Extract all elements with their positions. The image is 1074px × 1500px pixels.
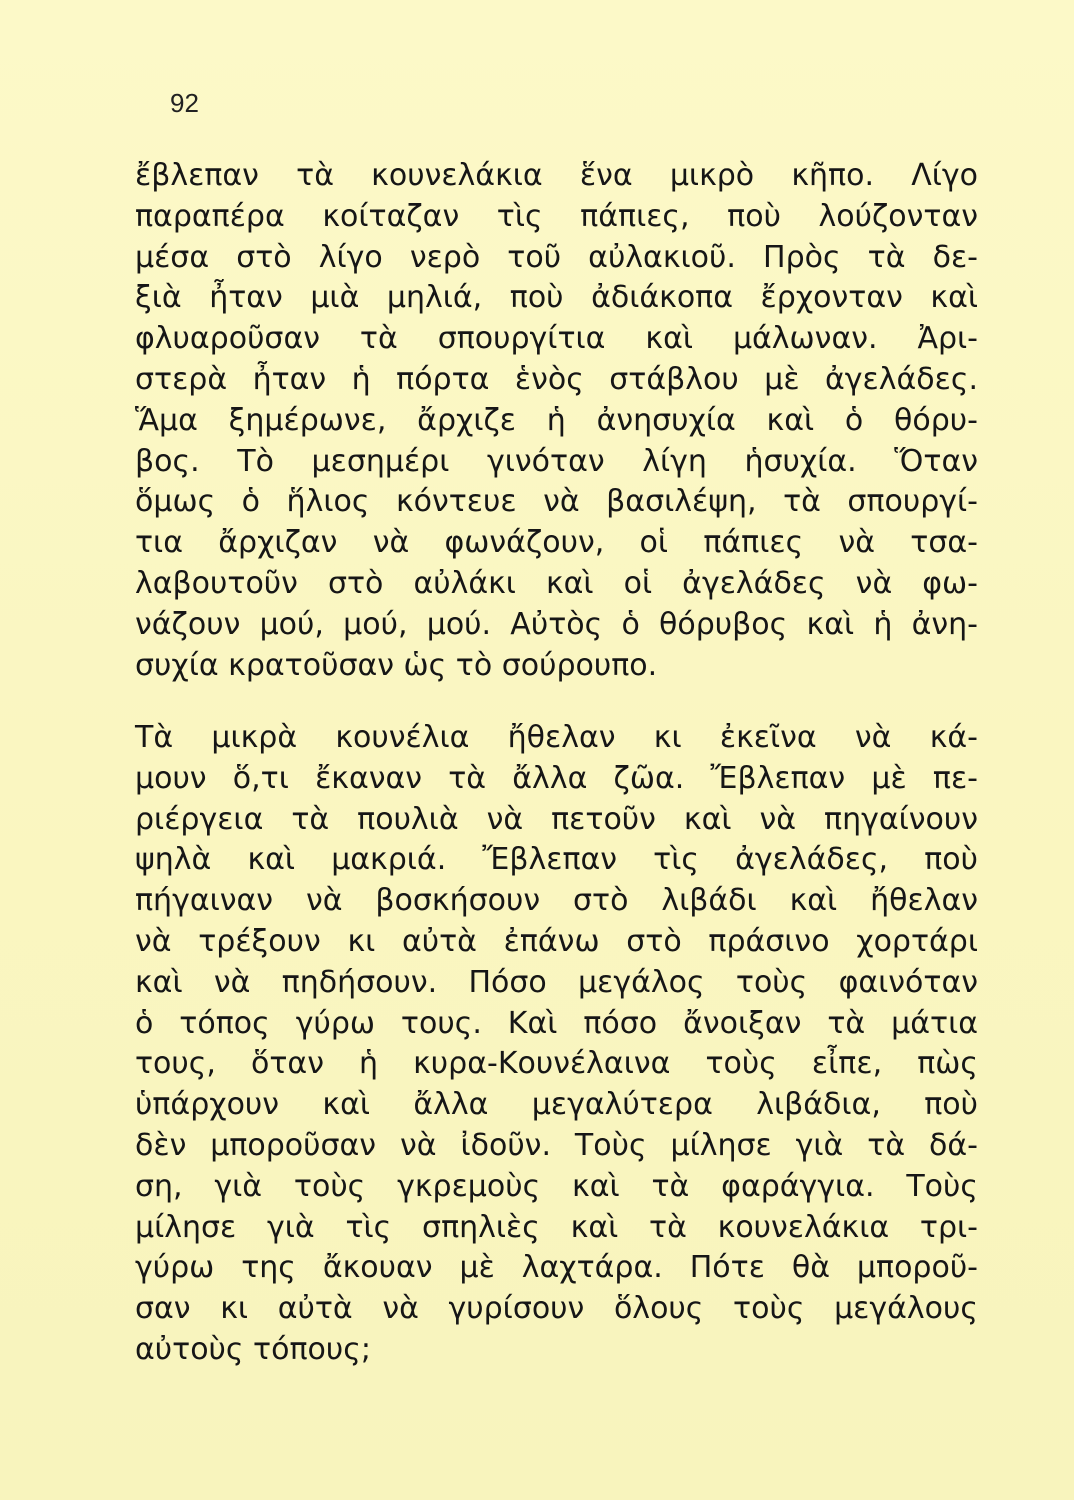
text-line: νάζουν μού, μού, μού. Αὐτὸς ὁ θόρυβος καὶ ἡ ἀνη- <box>135 606 978 642</box>
text-line: τους, ὅταν ἡ κυρα-Κουνέλαινα τοὺς εἶπε, πὼς <box>135 1046 978 1082</box>
text-line: καὶ νὰ πηδήσουν. Πόσο μεγάλος τοὺς φαινόταν <box>135 964 978 1000</box>
text-line: ὅμως ὁ ἥλιος κόντευε νὰ βασιλέψη, τὰ σπουργί- <box>135 484 978 520</box>
text-line: αὐτοὺς τόπους; <box>135 1331 371 1367</box>
text-line: στερὰ ἦταν ἡ πόρτα ἑνὸς στάβλου μὲ ἀγελάδες. <box>135 361 978 397</box>
paragraph-2 <box>135 718 978 1371</box>
text-line: νὰ τρέξουν κι αὐτὰ ἐπάνω στὸ πράσινο χορτάρι <box>135 923 978 959</box>
text-line: δὲν μποροῦσαν νὰ ἰδοῦν. Τοὺς μίλησε γιὰ τὰ δά- <box>135 1127 978 1163</box>
paragraph-1 <box>135 156 978 686</box>
text-line: πήγαιναν νὰ βοσκήσουν στὸ λιβάδι καὶ ἤθελαν <box>135 883 978 919</box>
page-number: 92 <box>170 88 199 118</box>
text-line: ριέργεια τὰ πουλιὰ νὰ πετοῦν καὶ νὰ πηγαίνουν <box>135 801 978 837</box>
text-line: ξιὰ ἦταν μιὰ μηλιά, ποὺ ἀδιάκοπα ἔρχονταν καὶ <box>135 280 978 316</box>
text-line: ὑπάρχουν καὶ ἄλλα μεγαλύτερα λιβάδια, ποὺ <box>135 1087 978 1123</box>
text-line: τια ἄρχιζαν νὰ φωνάζουν, οἱ πάπιες νὰ τσα- <box>135 525 978 561</box>
text-line: μέσα στὸ λίγο νερὸ τοῦ αὐλακιοῦ. Πρὸς τὰ δε- <box>135 239 978 275</box>
text-line: ἔβλεπαν τὰ κουνελάκια ἕνα μικρὸ κῆπο. Λίγο <box>135 158 978 193</box>
text-line: Τὰ μικρὰ κουνέλια ἤθελαν κι ἐκεῖνα νὰ κά- <box>135 720 978 755</box>
text-line: Ἅμα ξημέρωνε, ἄρχιζε ἡ ἀνησυχία καὶ ὁ θόρυ- <box>135 402 978 438</box>
text-line: ψηλὰ καὶ μακριά. Ἔβλεπαν τὶς ἀγελάδες, ποὺ <box>135 842 978 878</box>
text-line: συχία κρατοῦσαν ὡς τὸ σούρουπο. <box>135 647 658 683</box>
text-line: ση, γιὰ τοὺς γκρεμοὺς καὶ τὰ φαράγγια. Τοὺς <box>135 1168 978 1204</box>
text-line: λαβουτοῦν στὸ αὐλάκι καὶ οἱ ἀγελάδες νὰ φω- <box>135 565 978 601</box>
text-line: παραπέρα κοίταζαν τὶς πάπιες, ποὺ λούζονταν <box>135 198 978 234</box>
text-line: γύρω της ἄκουαν μὲ λαχτάρα. Πότε θὰ μποροῦ- <box>135 1250 978 1286</box>
text-line: βος. Τὸ μεσημέρι γινόταν λίγη ἡσυχία. Ὅταν <box>135 443 978 479</box>
text-line: ὁ τόπος γύρω τους. Καὶ πόσο ἄνοιξαν τὰ μάτια <box>135 1005 978 1041</box>
text-line: μίλησε γιὰ τὶς σπηλιὲς καὶ τὰ κουνελάκια τρι- <box>135 1209 978 1245</box>
text-line: σαν κι αὐτὰ νὰ γυρίσουν ὅλους τοὺς μεγάλους <box>135 1291 978 1327</box>
text-line: μουν ὅ,τι ἔκαναν τὰ ἄλλα ζῶα. Ἔβλεπαν μὲ πε- <box>135 760 978 796</box>
text-line: φλυαροῦσαν τὰ σπουργίτια καὶ μάλωναν. Ἀρι- <box>135 321 978 357</box>
